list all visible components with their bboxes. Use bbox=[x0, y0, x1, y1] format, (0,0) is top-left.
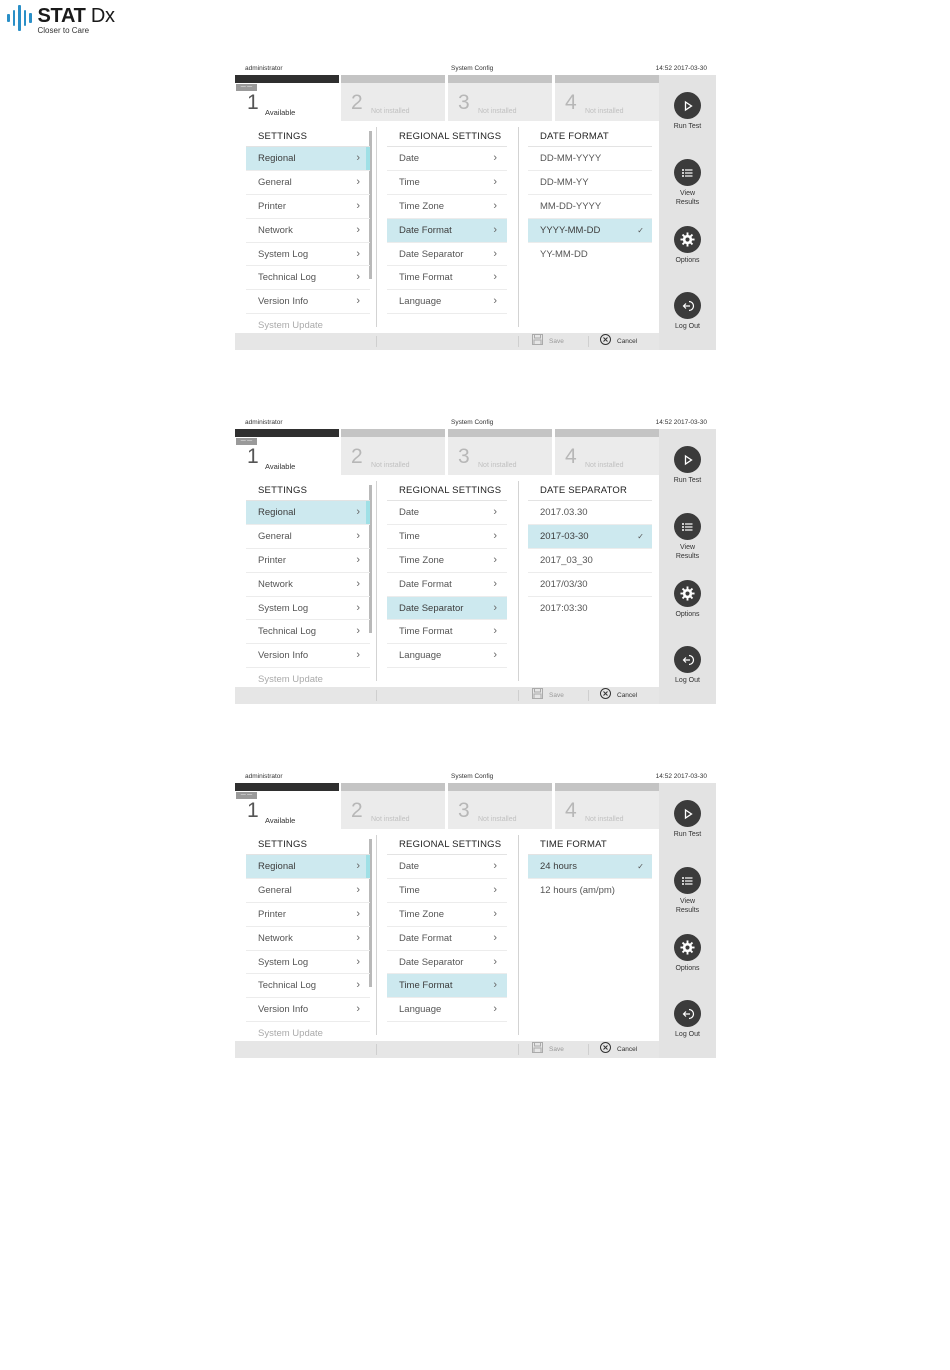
option-item[interactable]: YY-MM-DD bbox=[540, 248, 588, 260]
chevron-right-icon: › bbox=[356, 1003, 360, 1016]
chevron-right-icon: › bbox=[356, 577, 360, 590]
regional-settings-header: REGIONAL SETTINGS bbox=[387, 835, 507, 855]
settings-item-system-update[interactable]: System Update bbox=[258, 1028, 323, 1040]
settings-item-network[interactable]: Network › bbox=[246, 927, 370, 951]
cancel-button[interactable] bbox=[600, 333, 637, 350]
option-item-selected[interactable]: 24 hours ✓ bbox=[528, 855, 652, 879]
slot-number: 2 bbox=[351, 799, 363, 822]
status-bar bbox=[235, 63, 716, 75]
chevron-right-icon: › bbox=[493, 860, 497, 872]
log-out-label: Log Out bbox=[675, 323, 700, 330]
slot-status: Not installed bbox=[585, 462, 624, 469]
main-menu bbox=[659, 783, 716, 1058]
chevron-right-icon: › bbox=[356, 175, 360, 188]
options-button[interactable] bbox=[659, 580, 716, 619]
regional-settings-column bbox=[387, 835, 507, 1022]
chevron-right-icon: › bbox=[493, 506, 497, 518]
screen-time-format bbox=[235, 771, 716, 1058]
stat-dx-logo bbox=[7, 2, 115, 38]
floppy-disk-icon bbox=[532, 688, 543, 699]
screen-title: System Config bbox=[451, 773, 494, 780]
regional-settings-column bbox=[387, 481, 507, 668]
chevron-right-icon: › bbox=[356, 601, 360, 614]
close-circle-icon bbox=[600, 688, 611, 699]
settings-content bbox=[235, 475, 659, 687]
main-menu bbox=[659, 75, 716, 350]
regional-item-date-format[interactable]: Date Format › bbox=[387, 219, 507, 243]
settings-item-system-log[interactable]: System Log › bbox=[246, 597, 370, 621]
settings-header: SETTINGS bbox=[246, 481, 370, 501]
module-slot-4[interactable] bbox=[555, 429, 659, 475]
close-circle-icon bbox=[600, 1042, 611, 1053]
user-name: administrator bbox=[245, 65, 283, 72]
regional-item-time[interactable]: Time › bbox=[387, 525, 507, 549]
slot-number: 1 bbox=[247, 799, 259, 822]
slot-number: 4 bbox=[565, 799, 577, 822]
settings-column bbox=[246, 127, 370, 332]
options-label: Options bbox=[675, 611, 700, 618]
check-icon: ✓ bbox=[637, 531, 644, 541]
chevron-right-icon: › bbox=[493, 955, 497, 968]
slot-status: Available bbox=[265, 462, 296, 471]
date-separator-header: DATE SEPARATOR bbox=[528, 481, 652, 501]
cancel-label: Cancel bbox=[617, 1046, 638, 1053]
gear-icon bbox=[680, 586, 695, 601]
view-label: View bbox=[679, 898, 696, 905]
settings-item-system-log[interactable]: System Log › bbox=[246, 243, 370, 267]
regional-item-date-format[interactable]: Date Format › bbox=[387, 573, 507, 597]
option-item[interactable]: 2017/03/30 bbox=[528, 573, 652, 597]
play-icon bbox=[682, 454, 694, 466]
main-menu bbox=[659, 429, 716, 704]
regional-item-time[interactable]: Time › bbox=[387, 171, 507, 195]
option-item[interactable]: MM-DD-YYYY bbox=[528, 195, 652, 219]
action-bar bbox=[235, 333, 659, 350]
log-out-label: Log Out bbox=[675, 677, 700, 684]
screen-date-separator bbox=[235, 417, 716, 704]
action-bar bbox=[235, 687, 659, 704]
settings-item-technical-log[interactable]: Technical Log › bbox=[246, 620, 370, 644]
regional-item-time[interactable]: Time › bbox=[387, 879, 507, 903]
settings-item-regional[interactable]: Regional › bbox=[246, 501, 370, 525]
regional-item-date[interactable]: Date › bbox=[387, 147, 507, 171]
chevron-right-icon: › bbox=[356, 625, 360, 638]
options-button[interactable] bbox=[659, 934, 716, 973]
settings-item-general[interactable]: General › bbox=[246, 525, 370, 549]
view-results-button[interactable] bbox=[659, 513, 716, 562]
module-slot-2[interactable] bbox=[341, 429, 445, 475]
logout-icon bbox=[681, 299, 695, 313]
cancel-label: Cancel bbox=[617, 338, 638, 345]
view-results-button[interactable] bbox=[659, 867, 716, 916]
screen-date-format bbox=[235, 63, 716, 350]
run-test-label: Run Test bbox=[673, 831, 702, 838]
screen-title: System Config bbox=[451, 419, 494, 426]
settings-item-regional[interactable]: Regional › bbox=[246, 855, 370, 879]
chevron-right-icon: › bbox=[493, 649, 497, 662]
regional-item-date-separator[interactable]: Date Separator › bbox=[387, 597, 507, 621]
regional-settings-header: REGIONAL SETTINGS bbox=[387, 481, 507, 501]
module-slots bbox=[235, 75, 659, 121]
run-test-button[interactable] bbox=[659, 92, 716, 131]
chevron-right-icon: › bbox=[356, 649, 360, 662]
settings-item-system-update[interactable]: System Update bbox=[258, 320, 323, 332]
settings-item-technical-log[interactable]: Technical Log › bbox=[246, 266, 370, 290]
option-item-selected[interactable]: 2017-03-30 ✓ bbox=[528, 525, 652, 549]
chevron-right-icon: › bbox=[493, 152, 497, 164]
gear-icon bbox=[680, 940, 695, 955]
module-slot-2[interactable] bbox=[341, 783, 445, 829]
settings-item-regional[interactable]: Regional › bbox=[246, 147, 370, 171]
slot-number: 3 bbox=[458, 91, 470, 114]
settings-item-general[interactable]: General › bbox=[246, 879, 370, 903]
settings-item-printer[interactable]: Printer › bbox=[246, 903, 370, 927]
run-test-button[interactable] bbox=[659, 800, 716, 839]
settings-content bbox=[235, 829, 659, 1041]
view-label: View bbox=[679, 190, 696, 197]
regional-item-time-format[interactable]: Time Format › bbox=[387, 620, 507, 644]
run-test-label: Run Test bbox=[673, 477, 702, 484]
play-icon bbox=[682, 808, 694, 820]
regional-item-language[interactable]: Language › bbox=[387, 290, 507, 314]
settings-item-version-info[interactable]: Version Info › bbox=[246, 998, 370, 1022]
status-bar bbox=[235, 771, 716, 783]
module-slot-1[interactable] bbox=[235, 429, 339, 475]
logo-mark bbox=[7, 3, 32, 33]
settings-content bbox=[235, 121, 659, 333]
cancel-label: Cancel bbox=[617, 692, 638, 699]
regional-item-date[interactable]: Date › bbox=[387, 855, 507, 879]
check-icon: ✓ bbox=[637, 862, 644, 871]
logo-wordmark: STAT Dx bbox=[37, 5, 115, 27]
gear-icon bbox=[680, 232, 695, 247]
regional-item-time-format[interactable]: Time Format › bbox=[387, 266, 507, 290]
floppy-disk-icon bbox=[532, 1042, 543, 1053]
chevron-right-icon: › bbox=[493, 577, 497, 590]
option-item[interactable]: 12 hours (am/pm) bbox=[540, 884, 615, 896]
log-out-label: Log Out bbox=[675, 1031, 700, 1038]
list-icon bbox=[681, 875, 694, 887]
regional-item-language[interactable]: Language › bbox=[387, 644, 507, 668]
cancel-button[interactable] bbox=[600, 687, 637, 704]
chevron-right-icon: › bbox=[493, 529, 497, 542]
chevron-right-icon: › bbox=[356, 295, 360, 308]
run-test-label: Run Test bbox=[673, 123, 702, 130]
regional-item-time-format[interactable]: Time Format › bbox=[387, 974, 507, 998]
module-slot-4[interactable] bbox=[555, 783, 659, 829]
regional-item-date-format[interactable]: Date Format › bbox=[387, 927, 507, 951]
module-slots bbox=[235, 783, 659, 829]
module-slot-4[interactable] bbox=[555, 75, 659, 121]
chevron-right-icon: › bbox=[493, 175, 497, 188]
chevron-right-icon: › bbox=[356, 271, 360, 284]
slot-number: 1 bbox=[247, 91, 259, 114]
save-label: Save bbox=[549, 692, 564, 699]
chevron-right-icon: › bbox=[493, 199, 497, 212]
chevron-right-icon: › bbox=[493, 601, 497, 614]
chevron-right-icon: › bbox=[356, 223, 360, 236]
time-format-column bbox=[528, 835, 652, 902]
results-label: Results bbox=[675, 553, 700, 561]
regional-item-date[interactable]: Date › bbox=[387, 501, 507, 525]
list-icon bbox=[681, 167, 694, 179]
settings-item-technical-log[interactable]: Technical Log › bbox=[246, 974, 370, 998]
chevron-right-icon: › bbox=[493, 295, 497, 308]
settings-item-network[interactable]: Network › bbox=[246, 219, 370, 243]
slot-status: Not installed bbox=[371, 108, 410, 115]
settings-item-version-info[interactable]: Version Info › bbox=[246, 644, 370, 668]
slot-number: 1 bbox=[247, 445, 259, 468]
chevron-right-icon: › bbox=[356, 247, 360, 260]
option-item-selected[interactable]: YYYY-MM-DD ✓ bbox=[528, 219, 652, 243]
option-item[interactable]: 2017.03.30 bbox=[528, 501, 652, 525]
time-format-header: TIME FORMAT bbox=[528, 835, 652, 855]
action-bar bbox=[235, 1041, 659, 1058]
slot-status: Not installed bbox=[478, 462, 517, 469]
chevron-right-icon: › bbox=[356, 506, 360, 518]
chevron-right-icon: › bbox=[356, 931, 360, 944]
slot-status: Not installed bbox=[585, 816, 624, 823]
slot-number: 4 bbox=[565, 445, 577, 468]
logout-icon bbox=[681, 1007, 695, 1021]
chevron-right-icon: › bbox=[493, 553, 497, 566]
chevron-right-icon: › bbox=[493, 1003, 497, 1016]
module-slot-1[interactable] bbox=[235, 783, 339, 829]
save-button[interactable] bbox=[532, 1041, 564, 1058]
logo-tagline: Closer to Care bbox=[37, 26, 90, 35]
module-slots bbox=[235, 429, 659, 475]
chevron-right-icon: › bbox=[356, 529, 360, 542]
chevron-right-icon: › bbox=[356, 152, 360, 164]
regional-item-language[interactable]: Language › bbox=[387, 998, 507, 1022]
options-label: Options bbox=[675, 965, 700, 972]
logout-icon bbox=[681, 653, 695, 667]
save-button[interactable] bbox=[532, 333, 564, 350]
module-slot-1[interactable] bbox=[235, 75, 339, 121]
date-format-header: DATE FORMAT bbox=[528, 127, 652, 147]
chevron-right-icon: › bbox=[493, 271, 497, 284]
log-out-button[interactable] bbox=[659, 646, 716, 685]
save-button[interactable] bbox=[532, 687, 564, 704]
results-label: Results bbox=[675, 199, 700, 207]
module-slot-3[interactable] bbox=[448, 75, 552, 121]
settings-item-version-info[interactable]: Version Info › bbox=[246, 290, 370, 314]
chevron-right-icon: › bbox=[356, 553, 360, 566]
settings-header: SETTINGS bbox=[246, 835, 370, 855]
slot-number: 3 bbox=[458, 799, 470, 822]
date-format-column bbox=[528, 127, 652, 265]
screen-title: System Config bbox=[451, 65, 494, 72]
log-out-button[interactable] bbox=[659, 292, 716, 331]
slot-status: Available bbox=[265, 816, 296, 825]
slot-status: Not installed bbox=[478, 816, 517, 823]
settings-item-network[interactable]: Network › bbox=[246, 573, 370, 597]
option-item[interactable]: DD-MM-YYYY bbox=[528, 147, 652, 171]
chevron-right-icon: › bbox=[493, 907, 497, 920]
slot-status: Not installed bbox=[585, 108, 624, 115]
settings-column bbox=[246, 481, 370, 686]
log-out-button[interactable] bbox=[659, 1000, 716, 1039]
user-name: administrator bbox=[245, 419, 283, 426]
date-separator-column bbox=[528, 481, 652, 619]
module-chip: — — bbox=[236, 84, 257, 91]
save-label: Save bbox=[549, 338, 564, 345]
slot-number: 2 bbox=[351, 445, 363, 468]
slot-status: Not installed bbox=[371, 462, 410, 469]
regional-item-time-zone[interactable]: Time Zone › bbox=[387, 549, 507, 573]
settings-item-system-log[interactable]: System Log › bbox=[246, 951, 370, 975]
date-time: 14:52 2017-03-30 bbox=[655, 419, 707, 426]
chevron-right-icon: › bbox=[493, 247, 497, 260]
module-slot-2[interactable] bbox=[341, 75, 445, 121]
regional-item-date-separator[interactable]: Date Separator › bbox=[387, 951, 507, 975]
option-item[interactable]: 2017:03:30 bbox=[540, 602, 588, 614]
chevron-right-icon: › bbox=[493, 223, 497, 236]
chevron-right-icon: › bbox=[493, 883, 497, 896]
play-icon bbox=[682, 100, 694, 112]
chevron-right-icon: › bbox=[356, 907, 360, 920]
chevron-right-icon: › bbox=[493, 931, 497, 944]
close-circle-icon bbox=[600, 334, 611, 345]
list-icon bbox=[681, 521, 694, 533]
settings-item-system-update[interactable]: System Update bbox=[258, 674, 323, 686]
slot-number: 4 bbox=[565, 91, 577, 114]
module-slot-3[interactable] bbox=[448, 783, 552, 829]
cancel-button[interactable] bbox=[600, 1041, 637, 1058]
results-label: Results bbox=[675, 907, 700, 915]
chevron-right-icon: › bbox=[356, 955, 360, 968]
slot-number: 3 bbox=[458, 445, 470, 468]
date-time: 14:52 2017-03-30 bbox=[655, 65, 707, 72]
chevron-right-icon: › bbox=[356, 860, 360, 872]
module-slot-3[interactable] bbox=[448, 429, 552, 475]
settings-column bbox=[246, 835, 370, 1040]
option-item[interactable]: 2017_03_30 bbox=[528, 549, 652, 573]
floppy-disk-icon bbox=[532, 334, 543, 345]
settings-item-printer[interactable]: Printer › bbox=[246, 195, 370, 219]
settings-header: SETTINGS bbox=[246, 127, 370, 147]
options-label: Options bbox=[675, 257, 700, 264]
slot-status: Available bbox=[265, 108, 296, 117]
slot-status: Not installed bbox=[478, 108, 517, 115]
check-icon: ✓ bbox=[637, 225, 644, 235]
module-chip: — — bbox=[236, 438, 257, 445]
chevron-right-icon: › bbox=[493, 979, 497, 992]
date-time: 14:52 2017-03-30 bbox=[655, 773, 707, 780]
settings-item-printer[interactable]: Printer › bbox=[246, 549, 370, 573]
chevron-right-icon: › bbox=[356, 883, 360, 896]
slot-status: Not installed bbox=[371, 816, 410, 823]
regional-item-time-zone[interactable]: Time Zone › bbox=[387, 903, 507, 927]
slot-number: 2 bbox=[351, 91, 363, 114]
chevron-right-icon: › bbox=[493, 625, 497, 638]
chevron-right-icon: › bbox=[356, 979, 360, 992]
regional-item-time-zone[interactable]: Time Zone › bbox=[387, 195, 507, 219]
save-label: Save bbox=[549, 1046, 564, 1053]
option-item[interactable]: DD-MM-YY bbox=[528, 171, 652, 195]
status-bar bbox=[235, 417, 716, 429]
module-chip: — — bbox=[236, 792, 257, 799]
chevron-right-icon: › bbox=[356, 199, 360, 212]
regional-settings-header: REGIONAL SETTINGS bbox=[387, 127, 507, 147]
regional-settings-column bbox=[387, 127, 507, 314]
regional-item-date-separator[interactable]: Date Separator › bbox=[387, 243, 507, 267]
user-name: administrator bbox=[245, 773, 283, 780]
view-results-button[interactable] bbox=[659, 159, 716, 208]
options-button[interactable] bbox=[659, 226, 716, 265]
run-test-button[interactable] bbox=[659, 446, 716, 485]
view-label: View bbox=[679, 544, 696, 551]
settings-item-general[interactable]: General › bbox=[246, 171, 370, 195]
